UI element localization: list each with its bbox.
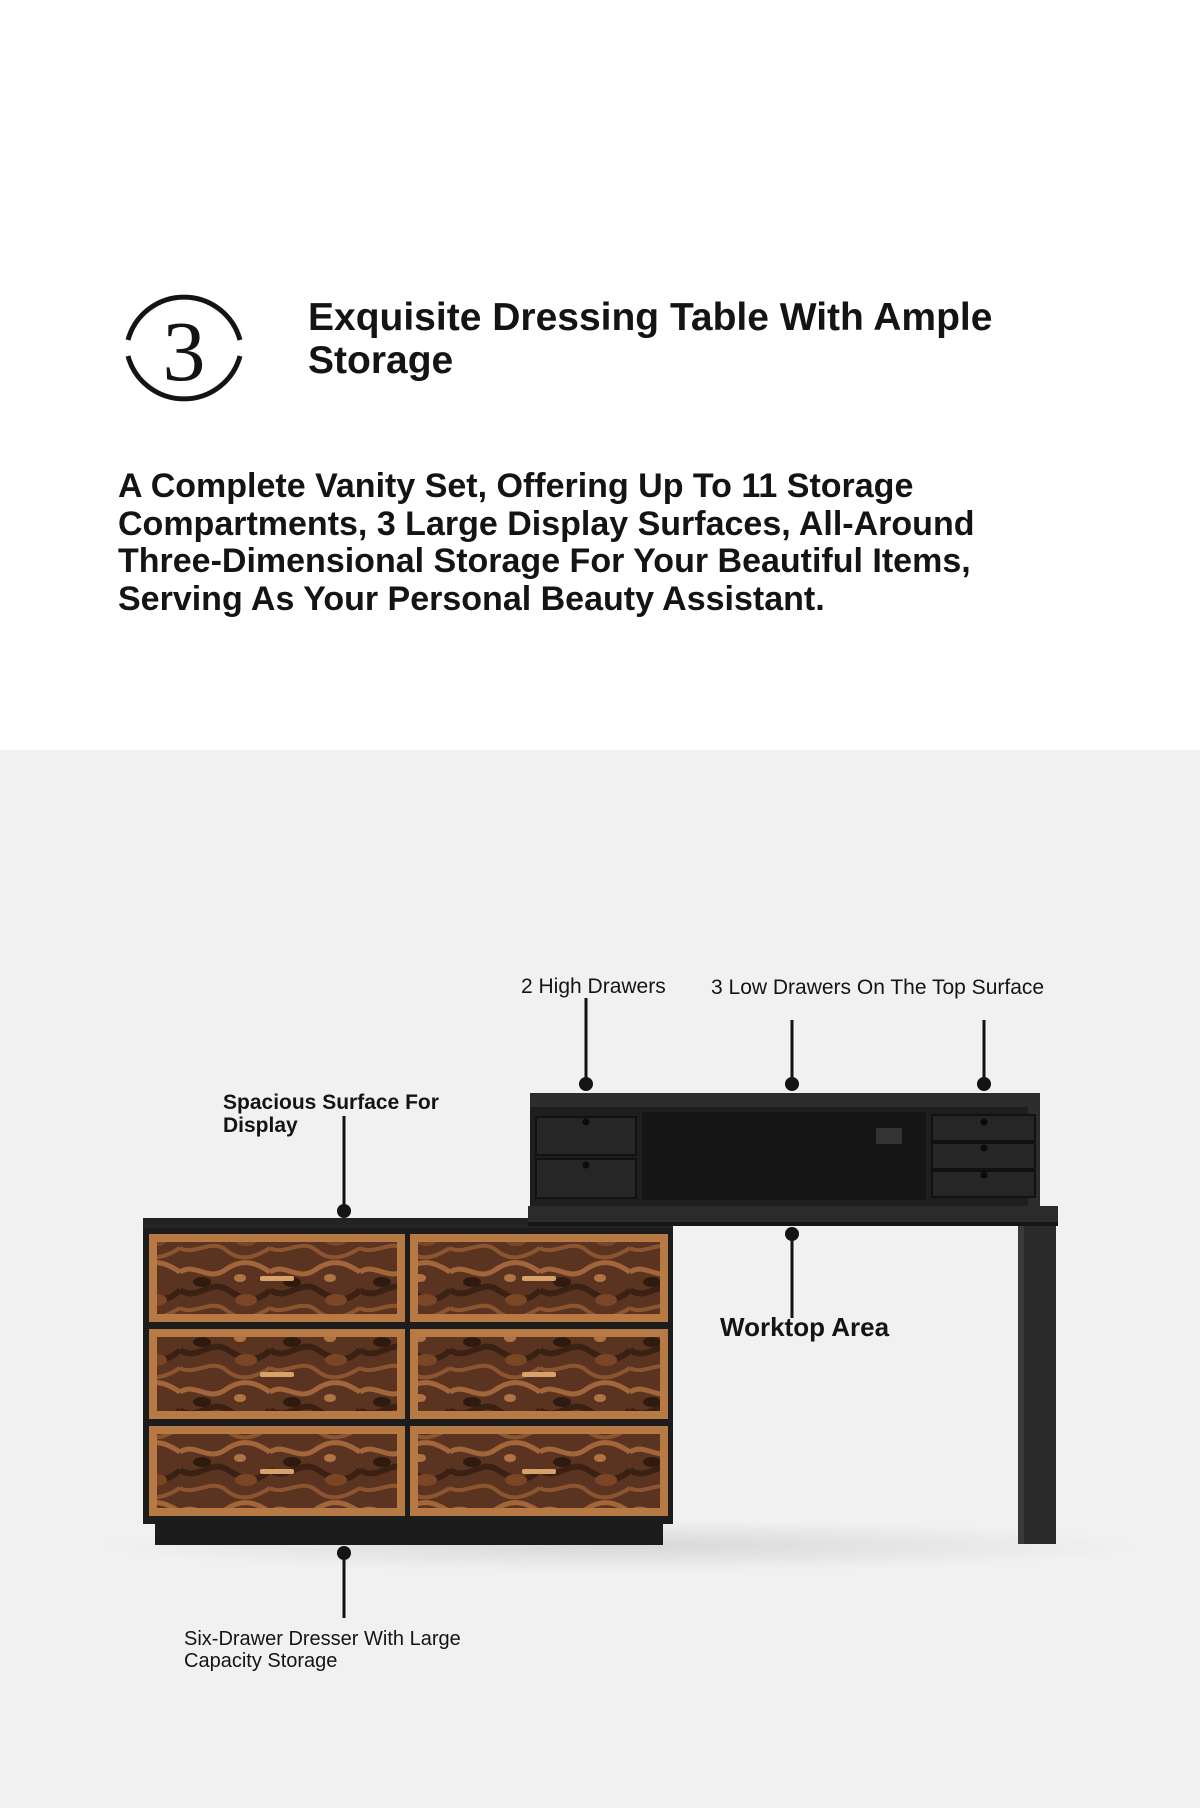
callout-high-drawers: 2 High Drawers bbox=[521, 975, 666, 998]
worktop-edge bbox=[528, 1222, 1058, 1226]
callout-dresser bbox=[184, 1628, 461, 1672]
callout-pointer-low-drawers-center bbox=[785, 1020, 799, 1091]
callout-display-surface-line1: Spacious Surface For bbox=[223, 1091, 439, 1114]
low-drawer bbox=[932, 1115, 1035, 1141]
dresser-drawer bbox=[410, 1234, 668, 1322]
callout-dresser-line2: Capacity Storage bbox=[184, 1650, 338, 1672]
dresser-drawer bbox=[149, 1329, 405, 1419]
low-drawer bbox=[932, 1171, 1035, 1197]
callout-display-surface bbox=[223, 1091, 439, 1137]
high-drawer bbox=[536, 1117, 636, 1155]
dresser-drawer bbox=[410, 1426, 668, 1516]
callout-low-drawers: 3 Low Drawers On The Top Surface bbox=[711, 976, 1045, 999]
high-drawer bbox=[536, 1159, 636, 1198]
callout-worktop: Worktop Area bbox=[720, 1312, 890, 1342]
callout-pointer-high-drawers bbox=[579, 998, 593, 1091]
callout-display-surface-line2: Display bbox=[223, 1114, 298, 1137]
section-heading: Exquisite Dressing Table With Ample Storage bbox=[308, 296, 993, 382]
hutch-open-shelf bbox=[642, 1112, 926, 1200]
callout-pointer-worktop bbox=[785, 1227, 799, 1318]
callout-pointer-dresser bbox=[337, 1546, 351, 1618]
dresser-drawer bbox=[149, 1426, 405, 1516]
vanity-set-illustration bbox=[0, 750, 1200, 1808]
badge-number: 3 bbox=[162, 303, 206, 399]
number-badge-icon bbox=[116, 276, 252, 412]
desk-leg-edge bbox=[1018, 1222, 1024, 1544]
hutch-top-rim bbox=[530, 1093, 1040, 1107]
dresser-drawer bbox=[410, 1329, 668, 1419]
power-outlet bbox=[876, 1128, 902, 1144]
six-drawer-dresser bbox=[143, 1218, 673, 1545]
low-drawer bbox=[932, 1143, 1035, 1169]
callout-pointer-low-drawers-right bbox=[977, 1020, 991, 1091]
callout-dresser-line1: Six-Drawer Dresser With Large bbox=[184, 1628, 461, 1650]
lead-paragraph: A Complete Vanity Set, Offering Up To 11 Storage Compartments, 3 Large Display Surfaces, All-Around Three-Dimensional Storage For Your Beautiful Items, Serving As Your Personal Beauty Assistant. bbox=[118, 467, 975, 618]
dresser-drawer bbox=[149, 1234, 405, 1322]
